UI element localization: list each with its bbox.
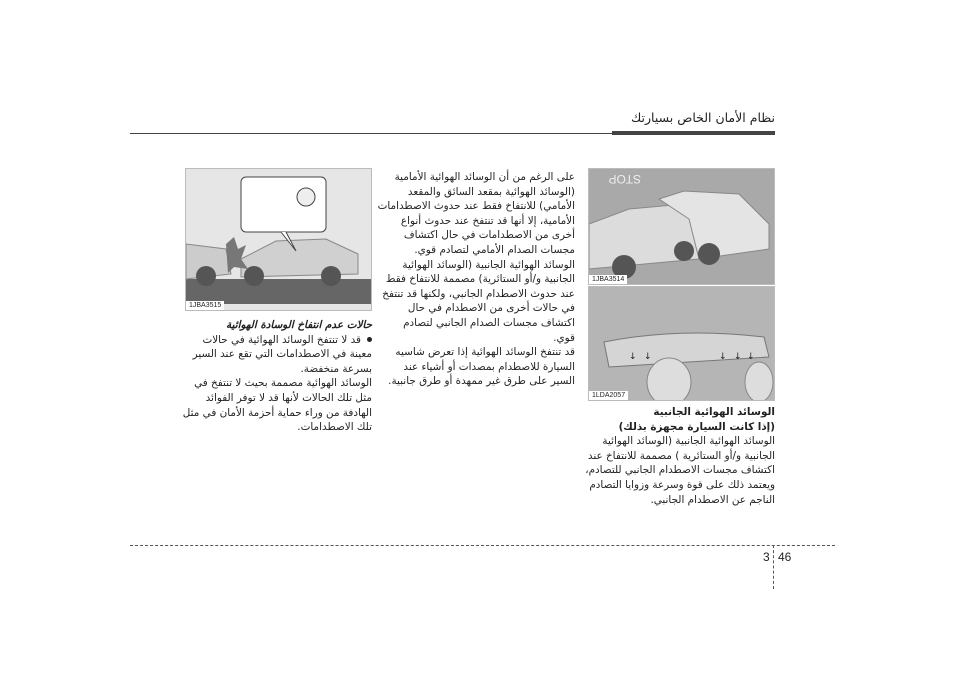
frontal-airbag-text xyxy=(378,170,575,389)
text-line: الهادفة من وراء حماية أحزمة الأمان في مثل xyxy=(182,406,372,419)
text-line: أخرى من الاصطدامات في حال اكتشاف xyxy=(403,229,575,242)
text-line: الوسائد الهوائية الجانبية (الوسائد الهوائية xyxy=(402,258,575,271)
text-line: ويعتمد ذلك على قوة وسرعة وزوايا التصادم xyxy=(589,478,775,491)
svg-text:↓: ↓ xyxy=(734,352,742,362)
footer-divider xyxy=(773,545,774,589)
text-line: اكتشاف مجسات الاصطدام الجانبي للتصادم، xyxy=(585,464,775,477)
text-line: تلك الاصطدامات. xyxy=(297,421,372,434)
text-line: عند حدوث الاصطدام الجانبي، ولكنها قد تنتفخ xyxy=(382,287,575,300)
text-line: مثل تلك الحالات لأنها قد لا توفر الفوائد xyxy=(205,391,372,404)
text-line: معينة في الاصطدامات التي تقع عند السير xyxy=(192,348,372,361)
text-line: في حالات أخرى من الاصطدام في حال xyxy=(407,302,575,315)
curtain-airbag-illustration xyxy=(589,287,775,401)
text-line: السير على طرق غير ممهدة أو طرق جانبية. xyxy=(388,375,575,388)
svg-text:↓: ↓ xyxy=(629,352,637,362)
no-inflation-section xyxy=(183,318,372,435)
figure-code: 1LDA2057 xyxy=(589,391,628,400)
text-line: الأمامية، إلا أنها قد تنتفخ عند حدوث أنواع xyxy=(400,214,575,227)
section-heading: الوسائد الهوائية الجانبية xyxy=(653,406,775,418)
figure-code: 1JBA3515 xyxy=(186,301,224,310)
page-title: نظام الأمان الخاص بسيارتك xyxy=(630,110,775,125)
text-line: الجانبية و/أو الستائرية ) مصممة للانتفاخ عند xyxy=(587,449,775,462)
chapter-number: 3 xyxy=(763,550,770,564)
footer-rule xyxy=(130,545,835,546)
text-line: الوسائد الهوائية مصممة بحيث لا تنتفخ في xyxy=(194,377,372,390)
figure-rear-collision xyxy=(185,168,372,311)
figure-side-airbag xyxy=(588,286,775,401)
svg-text:↓: ↓ xyxy=(644,352,652,362)
svg-text:↓: ↓ xyxy=(747,352,755,362)
section-heading: حالات عدم انتفاخ الوسادة الهوائية xyxy=(226,319,372,331)
text-line: الأمامي) للانتفاخ فقط عند حدوث الاصطدامات xyxy=(377,200,575,213)
svg-text:STOP: STOP xyxy=(608,172,641,186)
text-line: قد تنتفخ الوسائد الهوائية إذا تعرض شاسيه xyxy=(395,346,575,359)
text-line: الناجم عن الاصطدام الجانبي. xyxy=(650,493,775,506)
figure-code: 1JBA3514 xyxy=(589,275,627,284)
text-line: قد لا تنتفخ الوسائد الهوائية في حالات xyxy=(202,333,361,346)
page-number: 46 xyxy=(778,550,792,564)
text-line: قوي. xyxy=(553,331,575,344)
text-line: الجانبية و/أو الستائرية) مصممة للانتفاخ فقط xyxy=(385,273,575,286)
text-line: (الوسائد الهوائية بمقعد السائق والمقعد xyxy=(407,185,575,198)
text-line: السيارة للاصطدام بمصدات أو أشياء عند xyxy=(403,360,575,373)
header-bar xyxy=(612,131,775,135)
bullet-icon xyxy=(367,337,372,342)
text-line: على الرغم من أن الوسائد الهوائية الأمامية xyxy=(394,171,575,183)
text-line: الوسائد الهوائية الجانبية (الوسائد الهوائية xyxy=(602,435,775,448)
text-line: بسرعة منخفضة. xyxy=(300,362,372,375)
side-airbag-section xyxy=(585,405,775,507)
svg-text:↓: ↓ xyxy=(719,352,727,362)
section-subheading: (إذا كانت السيارة مجهزة بذلك) xyxy=(618,420,775,433)
text-line: اكتشاف مجسات الصدام الجانبي لتصادم xyxy=(403,316,575,329)
rear-collision-illustration xyxy=(186,169,372,311)
collision-illustration xyxy=(589,169,775,285)
figure-frontal-collision xyxy=(588,168,775,285)
text-line: مجسات الصدام الأمامي لتصادم قوي. xyxy=(414,243,575,256)
